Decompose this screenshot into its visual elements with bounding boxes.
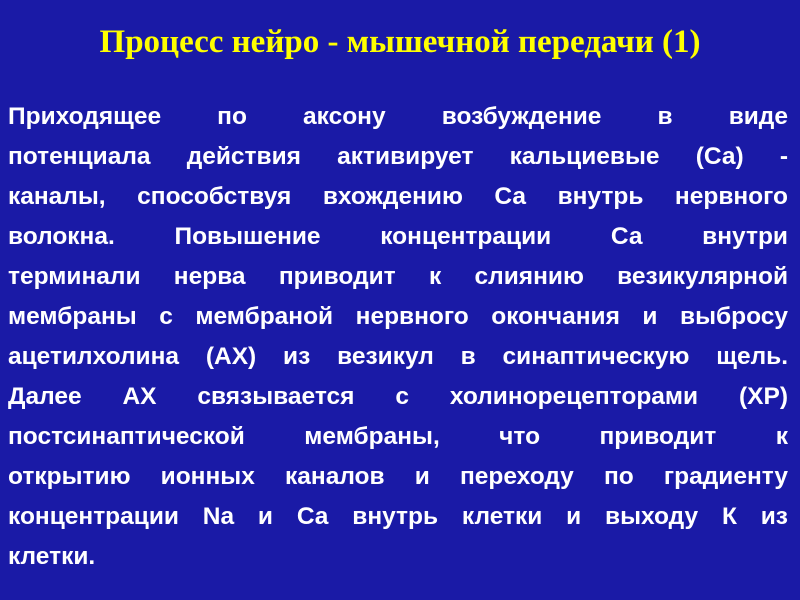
slide-title: Процесс нейро - мышечной передачи (1) xyxy=(99,24,701,60)
body-line: концентрации Na и Са внутрь клетки и выходу К из xyxy=(8,503,788,530)
body-line: терминали нерва приводит к слиянию везикулярной xyxy=(8,263,788,290)
body-line: ацетилхолина (АХ) из везикул в синаптическую щель. xyxy=(8,343,788,370)
body-line: мембраны с мембраной нервного окончания и выбросу xyxy=(8,303,788,330)
body-line: потенциала действия активирует кальциевые (Са) - xyxy=(8,143,788,170)
body-line: каналы, способствуя вхождению Са внутрь нервного xyxy=(8,183,788,210)
body-line: Приходящее по аксону возбуждение в виде xyxy=(8,103,788,130)
body-line: постсинаптической мембраны, что приводит к xyxy=(8,423,788,450)
body-line: волокна. Повышение концентрации Са внутри xyxy=(8,223,788,250)
body-line: открытию ионных каналов и переходу по градиенту xyxy=(8,463,788,490)
body-line: клетки. xyxy=(8,543,96,570)
slide-body-text xyxy=(8,97,788,577)
body-line: Далее АХ связывается с холинорецепторами (ХР) xyxy=(8,383,788,410)
